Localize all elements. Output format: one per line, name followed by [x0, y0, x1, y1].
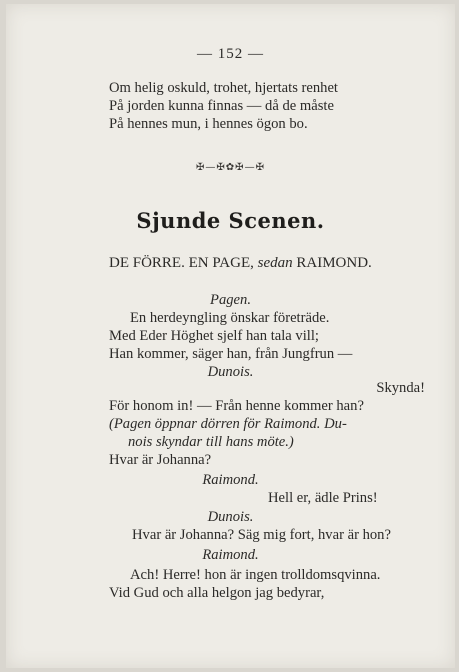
speaker-name: Raimond. [202, 547, 259, 563]
book-page [6, 4, 455, 668]
stage-direction: (Pagen öppnar dörren för Raimond. Du- [109, 416, 347, 432]
verse-line: Vid Gud och alla helgon jag bedyrar, [109, 585, 325, 601]
scene-title: Sjunde Scenen. [136, 208, 325, 233]
persons-last: RAIMOND. [296, 255, 372, 271]
persons-later: sedan [257, 255, 293, 271]
verse-line: En herdeyngling önskar företräde. [130, 310, 330, 326]
verse-line: På hennes mun, i hennes ögon bo. [109, 116, 308, 132]
persons-main: DE FÖRRE. EN PAGE, [109, 255, 254, 271]
verse-line: Om helig oskuld, trohet, hjertats renhet [109, 80, 338, 96]
verse-line: Skynda! [376, 380, 425, 396]
verse-line: På jorden kunna finnas — då de måste [109, 98, 334, 114]
verse-line: Han kommer, säger han, från Jungfrun — [109, 346, 353, 362]
ornament-divider: ✠—✠✿✠—✠ [196, 162, 265, 173]
speaker-name: Raimond. [202, 472, 259, 488]
speaker-name: Dunois. [207, 364, 254, 380]
verse-line: Med Eder Höghet sjelf han tala vill; [109, 328, 319, 344]
verse-line: Ach! Herre! hon är ingen trolldomsqvinna. [130, 567, 381, 583]
verse-line: För honom in! — Från henne kommer han? [109, 398, 364, 414]
speaker-name: Dunois. [207, 509, 254, 525]
page-number: — 152 — [197, 46, 264, 62]
persons-line [109, 254, 372, 272]
verse-line: Hvar är Johanna? Säg mig fort, hvar är hon? [132, 527, 391, 543]
speaker-name: Pagen. [210, 292, 251, 308]
stage-direction: nois skyndar till hans möte.) [128, 434, 294, 450]
verse-line: Hell er, ädle Prins! [268, 490, 378, 506]
verse-line: Hvar är Johanna? [109, 452, 212, 468]
